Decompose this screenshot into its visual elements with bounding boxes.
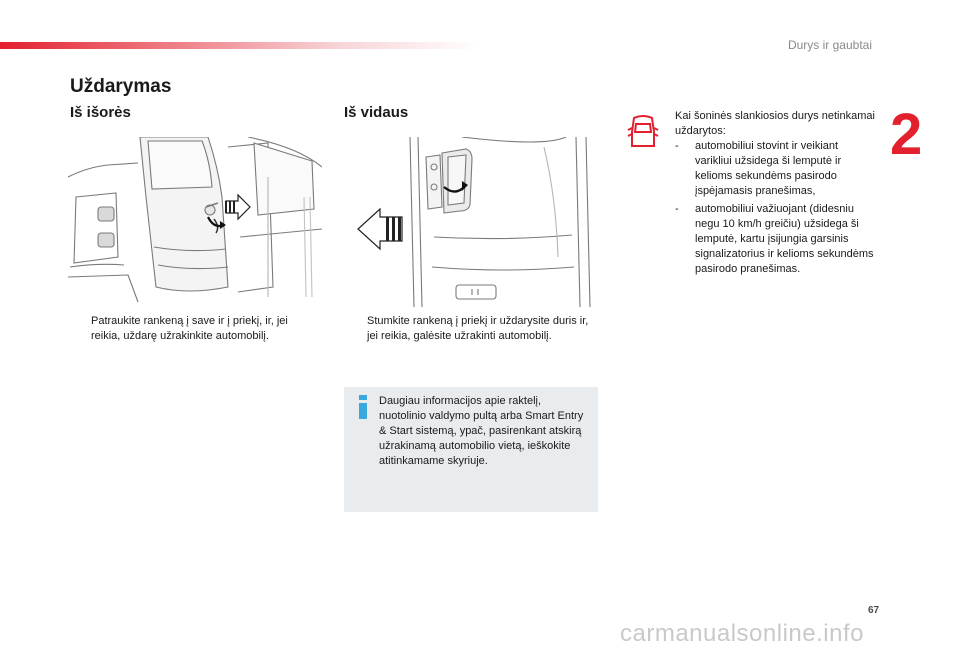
section-title: Durys ir gaubtai (787, 38, 872, 52)
watermark: carmanualsonline.info (620, 620, 864, 647)
inside-door-illustration (344, 137, 598, 307)
inside-instruction-text: Stumkite rankeną į priekį ir uždarysite duris ir, jei reikia, galėsite užrakinti automobilį. (367, 315, 589, 342)
chapter-number: 2 (890, 102, 923, 167)
warning-item-text: automobiliui važiuojant (didesniu negu 10 km/h greičiu) užsidega ši lemputė, kartu įsijungia garsinis signalizatorius ir kelioms sekundėms pasirodo pranešimas. (695, 203, 874, 275)
info-box (344, 387, 598, 512)
page-number: 67 (868, 605, 880, 616)
warning-item-dash: - (675, 203, 679, 215)
header-accent-bar (0, 42, 480, 49)
info-text: Daugiau informacijos apie raktelį, nuotolinio valdymo pultą arba Smart Entry & Start sistemą, ypač, pasirenkant atskirą užrakinamą automobilio vietą, ieškokite atitinkamame skyriuje. (379, 395, 584, 467)
warning-item (675, 202, 875, 277)
warning-intro: Kai šoninės slankiosios durys netinkamai uždarytos: (675, 110, 875, 137)
outside-heading: Iš išorės (70, 104, 131, 121)
outside-instruction-text: Patraukite rankeną į save ir į priekį, ir, jei reikia, uždarę užrakinkite automobilį. (91, 315, 288, 342)
inside-instruction (346, 314, 598, 344)
warning-item-text: automobiliui stovint ir veikiant varikliui užsidega ši lemputė ir kelioms sekundėms pasirodo įspėjamasis pranešimas, (695, 140, 842, 197)
inside-heading: Iš vidaus (344, 104, 409, 121)
warning-item (675, 139, 875, 199)
door-open-warning-icon (626, 112, 660, 152)
warning-item-dash: - (675, 140, 679, 152)
page-heading: Uždarymas (70, 76, 172, 97)
outside-door-illustration (68, 137, 322, 307)
info-icon (356, 395, 370, 419)
outside-instruction (70, 314, 320, 344)
